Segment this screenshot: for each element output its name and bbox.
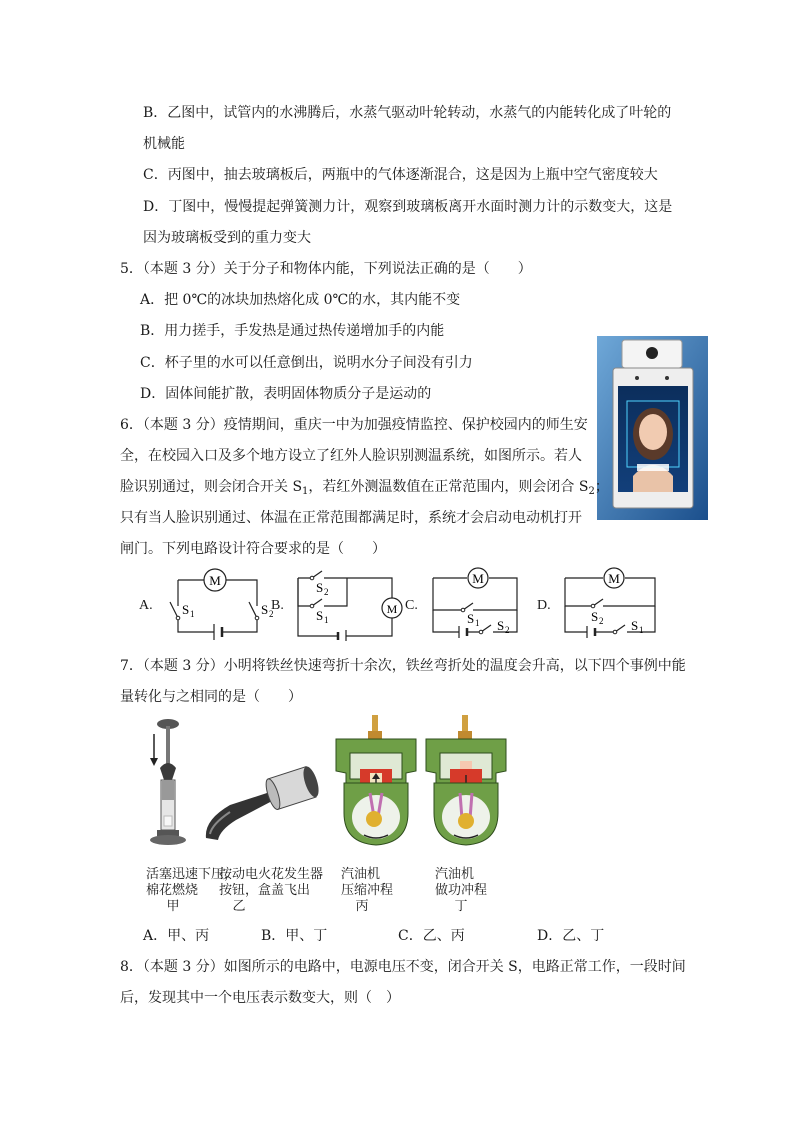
fig-ding-power-stroke: [420, 713, 512, 853]
q4-option-b-line2: 机械能: [143, 136, 185, 152]
s1-label: S: [467, 611, 475, 626]
q7-line2: 量转化与之相同的是（ ）: [120, 689, 302, 705]
caption-bing: 汽油机 压缩冲程 丙: [341, 867, 394, 914]
q5-option-a: A．把 0℃的冰块加热熔化成 0℃的水，其内能不变: [140, 292, 461, 308]
q6-option-c-label: C.: [405, 598, 418, 613]
motor-label: M: [472, 571, 484, 586]
s1-label: S: [316, 608, 324, 623]
q7-choice-a: A．甲、丙: [143, 928, 210, 944]
circuit-a-diagram: [160, 566, 275, 641]
motor-label: M: [608, 571, 620, 586]
s1-sub: 1: [190, 609, 195, 619]
caption-yi: 按动电火花发生器 按钮，盒盖飞出 乙: [219, 867, 324, 914]
s1-sub: 1: [324, 615, 329, 625]
q4-option-d-line2: 因为玻璃板受到的重力变大: [143, 230, 311, 246]
s2-sub: 2: [505, 625, 510, 635]
q5-stem: 5．（本题 3 分）关于分子和物体内能，下列说法正确的是（ ）: [120, 261, 532, 277]
face-recognition-device-image: [597, 336, 708, 520]
q6-line5: 闸门。下列电路设计符合要求的是（ ）: [120, 541, 386, 557]
q8-line2: 后，发现其中一个电压表示数变大，则（ ）: [120, 990, 400, 1006]
q6-line1: 6．（本题 3 分）疫情期间，重庆一中为加强疫情监控、保护校园内的师生安: [120, 417, 588, 433]
motor-label: M: [386, 602, 398, 616]
s1-label: S: [182, 602, 190, 617]
q4-option-b-line1: B．乙图中，试管内的水沸腾后，水蒸气驱动叶轮转动，水蒸气的内能转化成了叶轮的: [143, 105, 672, 121]
s1-sub: 1: [639, 625, 644, 635]
s2-sub: 2: [324, 587, 329, 597]
fig-yi-spark-generator: [200, 750, 320, 845]
circuit-d-diagram: [557, 566, 672, 641]
q7-choice-b: B．甲、丁: [261, 928, 328, 944]
s2-label: S: [497, 618, 505, 633]
circuit-b-diagram: [292, 566, 407, 641]
q7-line1: 7．（本题 3 分）小明将铁丝快速弯折十余次，铁丝弯折处的温度会升高，以下四个事例中能: [120, 658, 686, 674]
fig-bing-compression-stroke: [330, 713, 422, 853]
q4-option-c: C．丙图中，抽去玻璃板后，两瓶中的气体逐渐混合，这是因为上瓶中空气密度较大: [143, 167, 658, 183]
q7-choice-d: D．乙、丁: [537, 928, 605, 944]
q6-option-b-label: B.: [271, 598, 284, 613]
s1-label: S: [631, 618, 639, 633]
q5-option-b: B．用力搓手，手发热是通过热传递增加手的内能: [140, 323, 445, 339]
circuit-c-diagram: [425, 566, 540, 641]
q4-option-d-line1: D．丁图中，慢慢提起弹簧测力计，观察到玻璃板离开水面时测力计的示数变大，这是: [143, 199, 673, 215]
q6-line3: 脸识别通过，则会闭合开关 $S_1$，若红外测温数值在正常范围内，则会闭合 $S_2$；: [120, 479, 609, 497]
q6-line4: 只有当人脸识别通过、体温在正常范围都满足时，系统才会启动电动机打开: [120, 510, 582, 526]
q5-option-c: C．杯子里的水可以任意倒出，说明水分子间没有引力: [140, 355, 473, 371]
s2-sub: 2: [269, 609, 274, 619]
s2-sub: 2: [599, 616, 604, 626]
q8-line1: 8．（本题 3 分）如图所示的电路中，电源电压不变，闭合开关 S，电路正常工作，一段时间: [120, 959, 686, 975]
q6-option-a-label: A.: [139, 598, 153, 613]
s2-label: S: [316, 580, 324, 595]
q6-line2: 全，在校园入口及多个地方设立了红外人脸识别测温系统，如图所示。若人: [120, 448, 582, 464]
s2-label: S: [261, 602, 269, 617]
caption-ding: 汽油机 做功冲程 丁: [435, 867, 488, 914]
fig-jia-compression-syringe: [140, 718, 200, 848]
caption-jia: 活塞迅速下压， 棉花燃烧 甲: [146, 867, 238, 914]
q7-choice-c: C．乙、丙: [398, 928, 465, 944]
s2-label: S: [591, 609, 599, 624]
motor-label: M: [209, 573, 221, 588]
q6-option-d-label: D.: [537, 598, 551, 613]
q5-option-d: D．固体间能扩散，表明固体物质分子是运动的: [140, 386, 432, 402]
s1-sub: 1: [475, 618, 480, 628]
